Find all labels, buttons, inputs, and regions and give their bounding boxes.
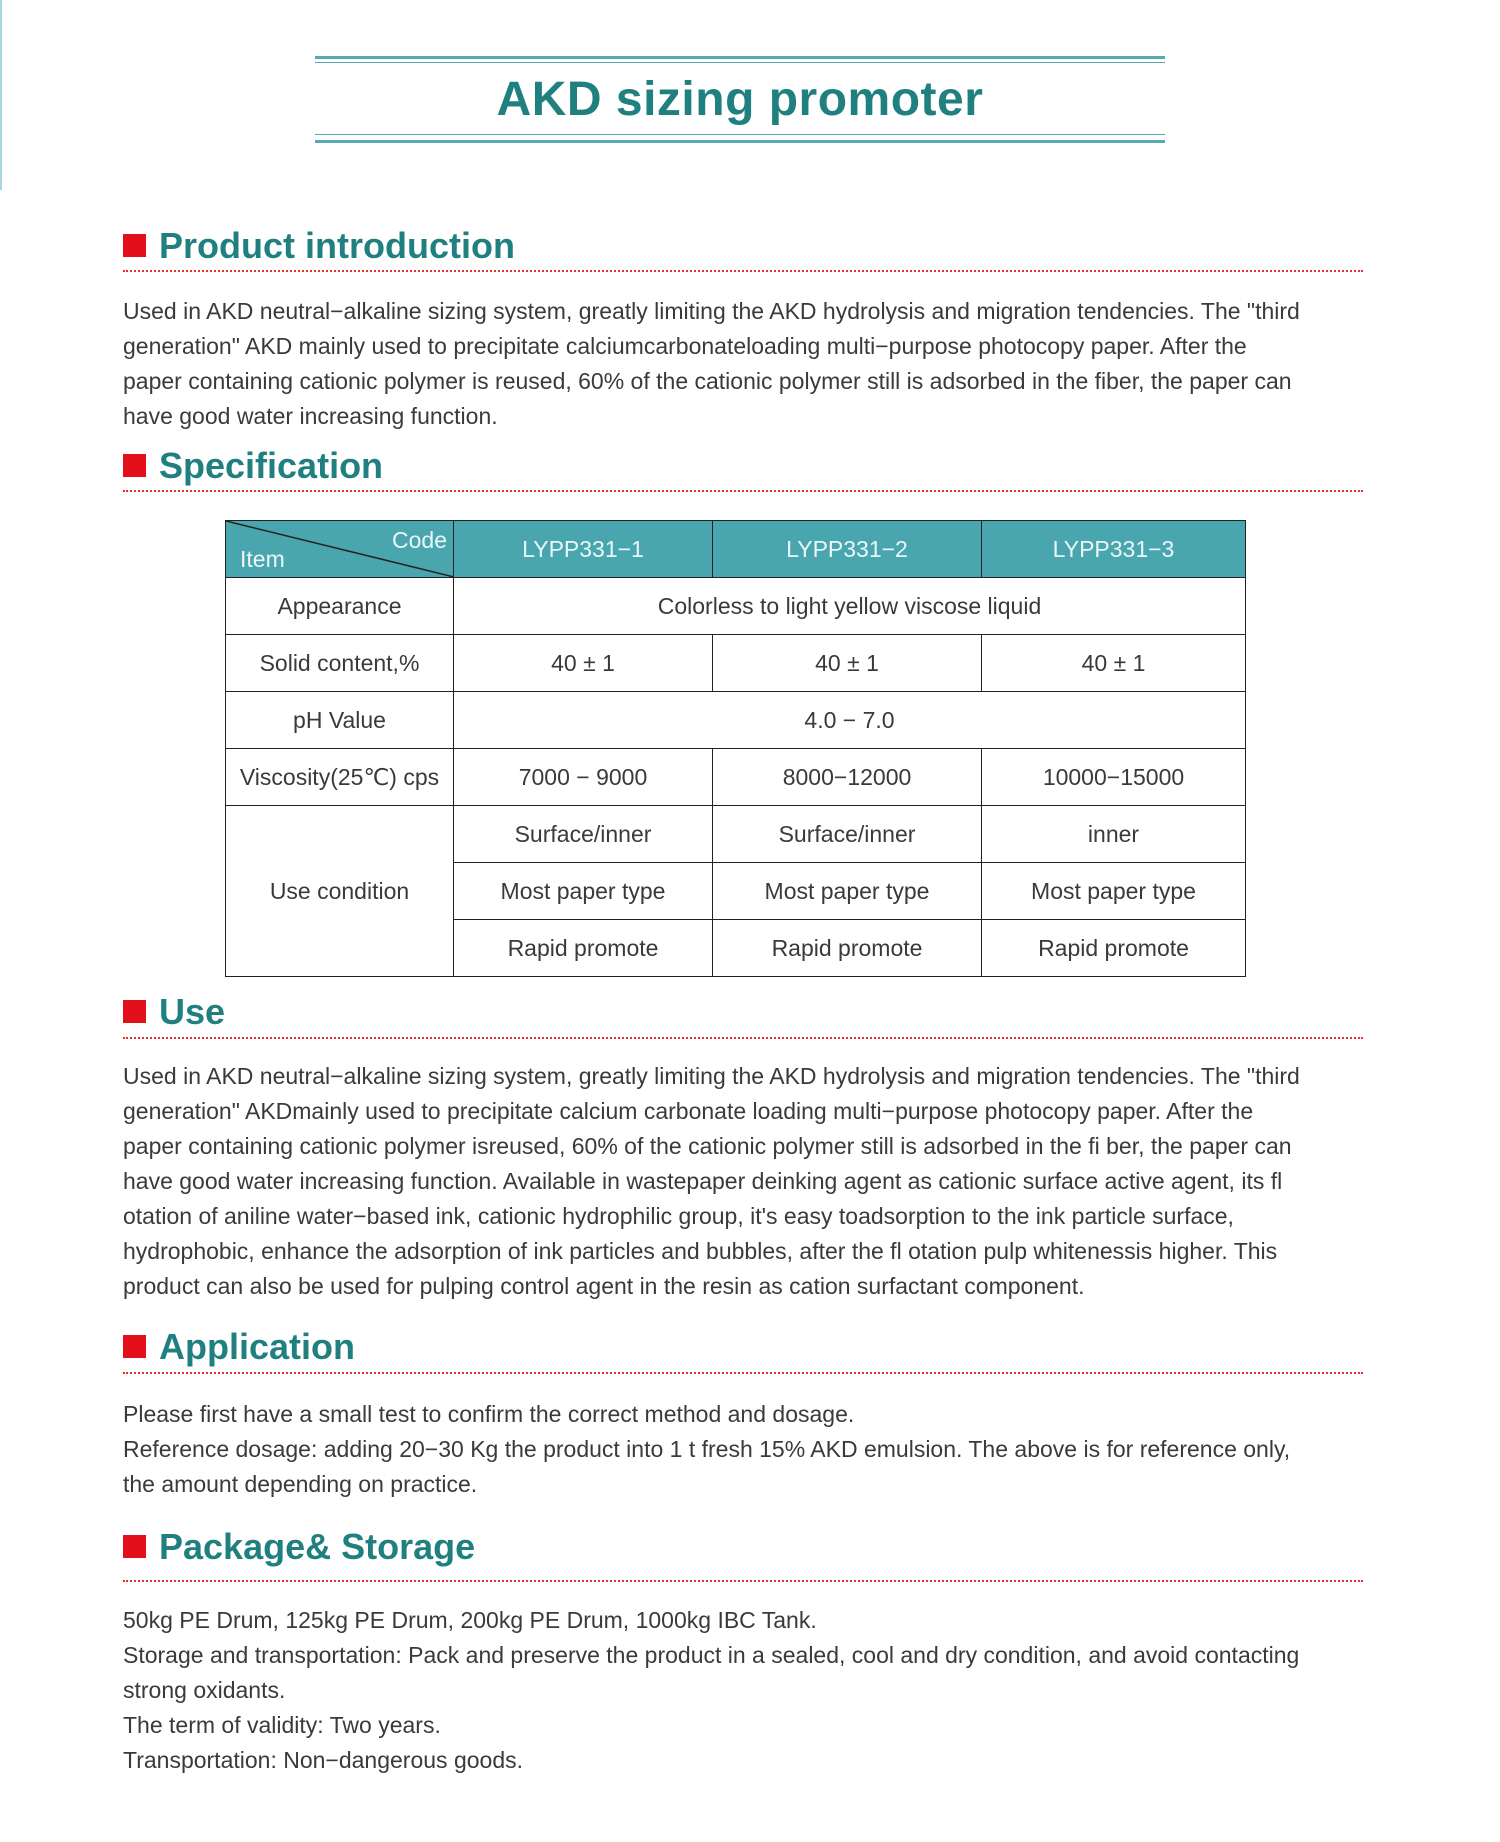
text-line: Used in AKD neutral−alkaline sizing system, greatly limiting the AKD hydrolysis and migration tendencies. The "third <box>123 1063 1300 1089</box>
dotted-divider <box>123 1037 1363 1039</box>
table-cell: 4.0 − 7.0 <box>454 692 1246 749</box>
dotted-divider <box>123 490 1363 492</box>
text-line: Please first have a small test to confirm the correct method and dosage. <box>123 1401 855 1427</box>
section-title: Application <box>159 1326 355 1367</box>
text-line: paper containing cationic polymer is reused, 60% of the cationic polymer still is adsorbed in the fiber, the paper can <box>123 368 1292 394</box>
title-rule-bottom-thin <box>315 134 1165 135</box>
use-paragraph <box>123 1059 1363 1304</box>
text-line: have good water increasing function. <box>123 403 498 429</box>
table-cell: 40 ± 1 <box>454 635 713 692</box>
dotted-divider <box>123 270 1363 272</box>
table-cell: Surface/inner <box>713 806 982 863</box>
dotted-divider <box>123 1372 1363 1374</box>
table-row <box>226 578 1246 635</box>
table-row <box>226 635 1246 692</box>
row-label: Viscosity(25℃) cps <box>226 749 454 806</box>
text-line: otation of aniline water−based ink, cationic hydrophilic group, it's easy toadsorption to the ink particle surface, <box>123 1203 1234 1229</box>
table-cell: Most paper type <box>713 863 982 920</box>
text-line: generation" AKD mainly used to precipitate calciumcarbonateloading multi−purpose photocopy paper. After the <box>123 333 1247 359</box>
title-block <box>315 56 1165 146</box>
red-square-icon <box>123 1335 146 1358</box>
red-square-icon <box>123 1535 146 1558</box>
corner-cell <box>226 521 454 578</box>
text-line: The term of validity: Two years. <box>123 1712 441 1738</box>
section-heading-use <box>123 990 1363 1034</box>
code-header: LYPP331−3 <box>982 521 1246 578</box>
table-cell: 40 ± 1 <box>982 635 1246 692</box>
code-label: Code <box>392 527 447 553</box>
red-square-icon <box>123 234 146 257</box>
text-line: generation" AKDmainly used to precipitate calcium carbonate loading multi−purpose photocopy paper. After the <box>123 1098 1254 1124</box>
table-cell: Surface/inner <box>454 806 713 863</box>
specification-table <box>225 520 1246 977</box>
item-label: Item <box>240 546 285 572</box>
table-cell: inner <box>982 806 1246 863</box>
code-header: LYPP331−1 <box>454 521 713 578</box>
table-cell: Most paper type <box>982 863 1246 920</box>
text-line: Transportation: Non−dangerous goods. <box>123 1747 523 1773</box>
section-heading-intro <box>123 224 1363 268</box>
red-square-icon <box>123 1000 146 1023</box>
text-line: paper containing cationic polymer isreused, 60% of the cationic polymer still is adsorbed in the fi ber, the paper can <box>123 1133 1292 1159</box>
title-rule-top-thin <box>315 62 1165 63</box>
package-paragraph <box>123 1603 1363 1778</box>
red-square-icon <box>123 454 146 477</box>
row-label: Use condition <box>226 806 454 977</box>
table-row <box>226 806 1246 863</box>
table-cell: 40 ± 1 <box>713 635 982 692</box>
section-heading-package <box>123 1525 1363 1569</box>
table-cell: 7000 − 9000 <box>454 749 713 806</box>
page-title: AKD sizing promoter <box>496 73 984 126</box>
table-header-row <box>226 521 1246 578</box>
section-title: Package& Storage <box>159 1526 476 1567</box>
text-line: the amount depending on practice. <box>123 1471 478 1497</box>
title-rule-top <box>315 56 1165 59</box>
table-row <box>226 749 1246 806</box>
text-line: Used in AKD neutral−alkaline sizing system, greatly limiting the AKD hydrolysis and migration tendencies. The "third <box>123 298 1300 324</box>
row-label: Solid content,% <box>226 635 454 692</box>
row-label: Appearance <box>226 578 454 635</box>
code-header: LYPP331−2 <box>713 521 982 578</box>
text-line: 50kg PE Drum, 125kg PE Drum, 200kg PE Drum, 1000kg IBC Tank. <box>123 1607 817 1633</box>
table-row <box>226 692 1246 749</box>
text-line: have good water increasing function. Available in wastepaper deinking agent as cationic surface active agent, its fl <box>123 1168 1283 1194</box>
table-cell: Colorless to light yellow viscose liquid <box>454 578 1246 635</box>
section-heading-spec <box>123 444 1363 488</box>
section-title: Specification <box>159 445 384 486</box>
section-heading-application <box>123 1325 1363 1369</box>
intro-paragraph <box>123 294 1363 434</box>
table-cell: Rapid promote <box>454 920 713 977</box>
row-label: pH Value <box>226 692 454 749</box>
text-line: Storage and transportation: Pack and preserve the product in a sealed, cool and dry condition, and avoid contacting <box>123 1642 1300 1668</box>
text-line: hydrophobic, enhance the adsorption of ink particles and bubbles, after the fl otation pulp whitenessis higher. This <box>123 1238 1278 1264</box>
text-line: product can also be used for pulping control agent in the resin as cation surfactant component. <box>123 1273 1085 1299</box>
section-title: Use <box>159 991 226 1032</box>
left-edge-accent <box>0 0 2 190</box>
table-cell: Most paper type <box>454 863 713 920</box>
text-line: Reference dosage: adding 20−30 Kg the product into 1 t fresh 15% AKD emulsion. The above is for reference only, <box>123 1436 1291 1462</box>
table-cell: 10000−15000 <box>982 749 1246 806</box>
text-line: strong oxidants. <box>123 1677 286 1703</box>
table-cell: 8000−12000 <box>713 749 982 806</box>
table-cell: Rapid promote <box>713 920 982 977</box>
table-cell: Rapid promote <box>982 920 1246 977</box>
section-title: Product introduction <box>159 225 515 266</box>
title-rule-bottom <box>315 140 1165 143</box>
dotted-divider <box>123 1580 1363 1582</box>
application-paragraph <box>123 1397 1363 1502</box>
